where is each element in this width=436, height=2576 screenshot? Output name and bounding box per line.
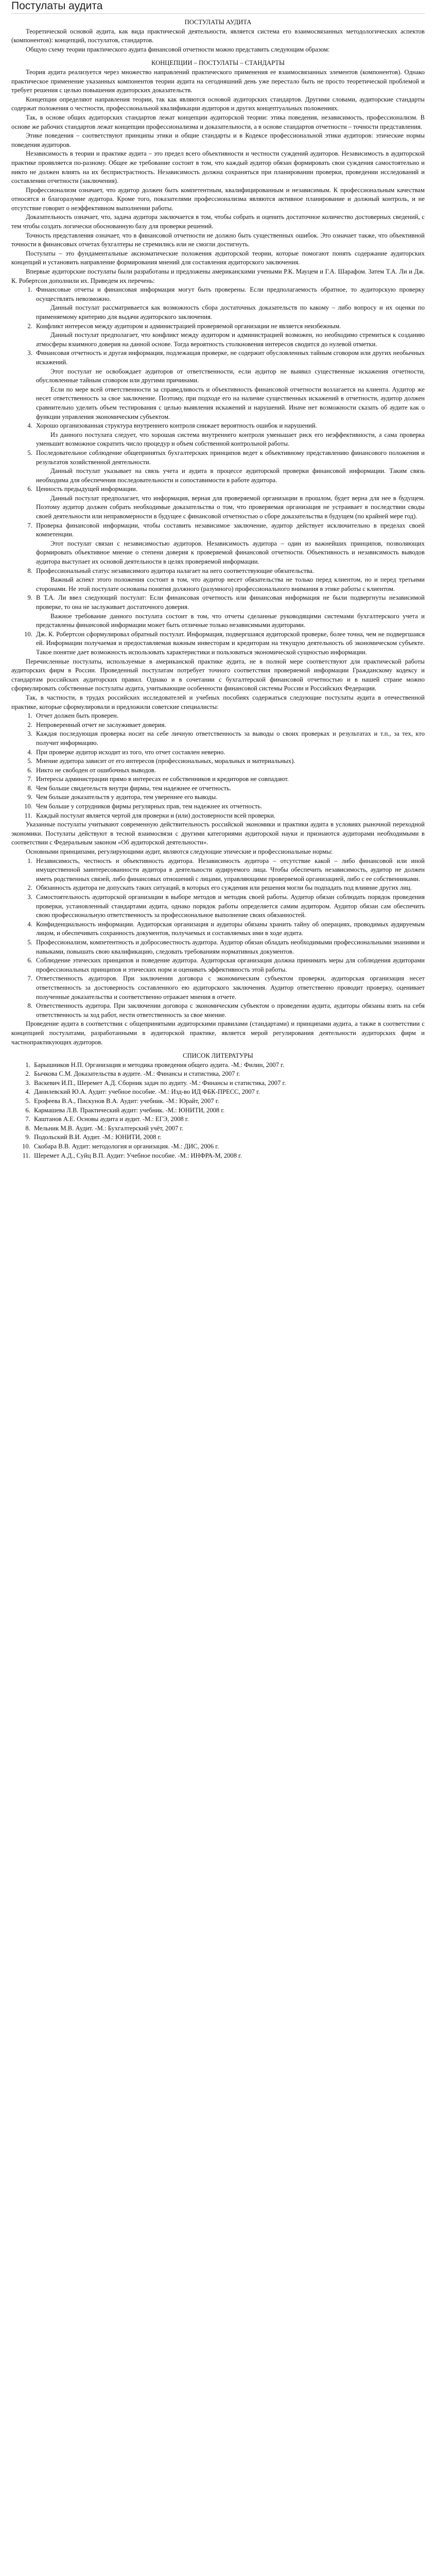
paragraph: Концепции определяют направления теории, так как являются основой аудиторских стандартов. Другими словами, аудиторские стандарты содержат положения о честности, профессиональной квалификации аудиторов и других концептуальных положениях.: [11, 95, 425, 112]
postulate-item: 7. Проверка финансовой информации, чтобы составить независимое заключение, аудитор действует исключительно в пределах своей компетенции. Этот постулат связан с независимостью аудиторов. Независимость аудитора – один из важнейших принципов, позволяющих формировать объективное мнение о степени доверия к проверяемой финансовой отчетности. Объективность и независимость выводов аудитора выступает их основой деятельности в целях проверяемой информации.: [34, 521, 425, 567]
list-item: 4. При проверке аудитор исходит из того, что отчет составлен невернo.: [34, 748, 425, 757]
paragraph: Независимость в теории и практике аудита – это предел всего объективности и честности суждений аудиторов. Независимость в аудиторской практике проявляется по-разному. Общее же требование состоит в том, что каждый аудитор обязан формировать свои суждения самостоятельно и никто не должен влиять на их беспристрастность. Независимость должна сохраняться при планировании проверки, проведении исследований и составлении отчетности (заключения).: [11, 150, 425, 185]
principle-item: 5. Профессионализм, компетентность и добросовестность аудитора. Аудитор обязан обладать необходимыми профессиональными знаниями и навыками, повышать свою квалификацию, следовать требованиям нормативных документов.: [34, 938, 425, 956]
references-heading: СПИСОК ЛИТЕРАТУРЫ: [183, 1052, 253, 1060]
doc-heading: ПОСТУЛАТЫ АУДИТА: [184, 19, 252, 26]
references-list: [11, 1061, 425, 1161]
list-item: 6. Никто не свободен от ошибочных выводов.: [34, 766, 425, 775]
paragraph: Постулаты – это фундаментальные аксиоматические положения аудиторской теории, которые помогают понять содержание аудиторских концепций и установить направление формирования мнений для составления аудиторского заключения.: [11, 249, 425, 266]
paragraph: Перечисленные постулаты, используемые в американской практике аудита, не в полной мере соответствуют для практической работы аудиторских фирм в России. Проведенный постулатам потребует точного соответствия проверяемой информации Гражданскому кодексу и стандартам российских аудиторских правил. Однако и в сочетании с бухгалтерской финансовой отчетностью и в нашей стране можно сформулировать собственные постулаты аудита, учитывающие особенности финансовой системы России и Российских Федерации.: [11, 657, 425, 692]
section-heading: КОНЦЕПЦИИ – ПОСТУЛАТЫ – СТАНДАРТЫ: [151, 59, 285, 67]
russian-postulates-list: [11, 711, 425, 820]
paragraph: Указанные постулаты учитывают современную действительность российской экономики и практики аудита в условиях рыночной переходной экономики. Постулаты действуют в тесной взаимосвязи с другими категориями аудиторской науки и признаются аудиторами необходимыми в соответствии с Федеральным законом «Об аудиторской деятельности».: [11, 821, 425, 846]
reference-item: 9. Подольский В.И. Аудит. -М.: ЮНИТИ, 2008 г.: [32, 1133, 425, 1142]
postulate-item: 2. Конфликт интересов между аудитором и администрацией проверяемой организации не является неизбежным. Данный постулат предполагает, что конфликт между аудитором и администрацией возможен, но необходимо стремиться к созданию атмосферы взаимного доверия на данной основе. Тогда вероятность столкновения интересов сводится до нулевой отметки.: [34, 322, 425, 349]
reference-item: 8. Мельник М.В. Аудит. -М.: Бухгалтерский учёт, 2007 г.: [32, 1124, 425, 1133]
page-title: Постулаты аудита: [11, 0, 103, 12]
postulate-item: 9. В Т.А. Ли ввел следующий постулат: Если финансовая отчетность или финансовая информация не были подвергнуты независимой проверке, то она не заслуживает достаточного доверия. Важное требование данного постулата состоит в том, что отчеты сделанные руководящими системами бухгалтерского учета и представлены финансовой информации может быть отличные только независимыми аудиторами.: [34, 594, 425, 630]
postulate-item: 1. Финансовые отчеты и финансовая информация могут быть проверены. Если предполагаемость обратное, то аудиторскую проверку осуществлять невозможно. Данный постулат рассматривается как возможность сбора достаточных доказательств по какому – либо вопросу и их оценки по применяемому критерию для выдачи аудиторского заключения.: [34, 285, 425, 321]
reference-item: 1. Барышников Н.П. Организация и методика проведения общего аудита. -М.: Филин, 2007 г.: [32, 1061, 425, 1070]
principles-list: [11, 857, 425, 1020]
paragraph: Так, в частности, в трудах российских исследователей и учебных пособиях содержаться следующие постулаты аудита в отечественной практике, которые сформулировали и предложили советские специалисты:: [11, 693, 425, 710]
reference-item: 11. Шеремет А.Д., Суйц В.П. Аудит: Учебное пособие. -М.: ИНФРА-М, 2008 г.: [32, 1151, 425, 1161]
reference-item: 3. Васкевич И.П., Шеремет А.Д. Сборник задач по аудиту. -М.: Финансы и статистика, 2007 г.: [32, 1079, 425, 1088]
paragraph: Основными принципами, регулирующими аудит, являются следующие этические и профессиональные нормы:: [26, 848, 333, 856]
paragraph: Теория аудита реализуется через множество направлений практического применения ее взаимосвязанных элементов (компонентов). Однако практическое применение указанных компонентов теории аудита на сегодняшний день уже перестало быть не просто теоретической проблемой и требует решения с целью повышения аудиторских доказательств.: [11, 68, 425, 94]
list-item: 8. Чем больше свидетельств внутри фирмы, тем надежнее ее отчетность.: [34, 784, 425, 793]
postulate-item: 8. Профессиональный статус независимого аудитора налагает на него соответствующие обязательства. Важный аспект этого положения состоит в том, что аудитор несет обязательства не только перед клиентом, но и перед третьими сторонами. Не этой постулате основаны понятия должного (разумного) профессионального внимания в этике работы с клиентом.: [34, 567, 425, 594]
paragraph: Так, в основе общих аудиторских стандартов лежат концепции аудиторской теории: этика поведения, независимость, профессионализм. В основе же рабочих стандартов лежат концепции профессионализма и доказательности, а в основе стандартов отчетности – точности представления.: [11, 113, 425, 130]
reference-item: 4. Данилевский Ю.А. Аудит: учебное пособие. -М.: Изд-во ИД ФБК-ПРЕСС, 2007 г.: [32, 1088, 425, 1097]
paragraph: Теоретической основой аудита, как вида практической деятельности, является система его взаимосвязанных методологических аспектов (компонентов): концепций, постулатов, стандартов.: [11, 27, 425, 44]
reference-item: 6. Кармашева Л.В. Практический аудит: учебник. -М.: ЮНИТИ, 2008 г.: [32, 1106, 425, 1115]
paragraph: Профессионализм означает, что аудитор должен быть компетентным, квалифицированным и независимым. К профессиональным качествам относятся и благоразумие аудитора. Кроме того, показателями профессионализма являются активное планирование и должный контроль, и не отсутствие говорит о неэффективном выполнении работы.: [11, 186, 425, 212]
list-item: 9. Чем больше доказательств у аудитора, тем увереннее его выводы.: [34, 793, 425, 802]
paragraph: Проведение аудита в соответствии с общепринятыми аудиторскими правилами (стандартами) и принципами аудита, а также в соответствии с концепцией постулатами, разработанными в аудиторской практике, является мерой регулирования деятельности аудиторских фирм и частнопрактикующих аудиторов.: [11, 1020, 425, 1046]
reference-item: 10. Скобара В.В. Аудит: методология и организация. -М.: ДИС, 2006 г.: [32, 1142, 425, 1151]
list-item: 5. Мнение аудитора зависит от его интересов (профессиональных, моральных и материальных).: [34, 757, 425, 766]
page: [0, 0, 436, 1191]
postulate-comment: Данный постулат предполагает, что информация, верная для проверяемой организации в прошлом, будет верна для нее в будущем. Поэтому аудитор должен собрать необходимые доказательства о том, что проверяемая организация не устраивает в последствии своды своей деятельности или неправомерности в будущее с финансовой отчетностью о сборе доказательства в будущем (по крайней мере год).: [36, 494, 425, 520]
principle-item: 7. Ответственность аудиторов. При заключении договора с экономическим субъектом проверки, аудиторская организация несет ответственность за достоверность составленного ею аудиторского заключения. Аудитор ответственно проводит проверку, оценивает полученные доказательства и соответственно отражает мнения в отчете.: [34, 974, 425, 1002]
postulate-comment: Этот постулат не освобождает аудиторов от ответственности, если аудитор не выявил существенные искажения отчетности, обусловленные тайным сговором или другими причинами.: [36, 367, 425, 384]
postulate-comment: Важный аспект этого положения состоит в том, что аудитор несет обязательства не только перед клиентом, но и перед третьими сторонами. Не этой постулате основаны понятия должного (разумного) профессионального внимания в этике работы с клиентом.: [36, 576, 425, 592]
principle-item: 6. Соблюдение этических принципов и поведение аудитора. Аудиторская организация должна принимать меры для соблюдения аудиторами профессиональных принципов и этических норм и оценивать эффективность этой работы.: [34, 956, 425, 974]
postulate-comment: Из данного постулата следует, что хорошая система внутреннего контроля уменьшает риск его неэффективности, а сама проверка уменьшит возможное сократить число процедур и объем собственной контрольной работы.: [36, 431, 425, 448]
reference-item: 2. Бычкова С.М. Доказательства в аудите. -М.: Финансы и статистика, 2007 г.: [32, 1070, 425, 1079]
principle-item: 3. Самостоятельность аудиторской организации в выборе методов и методик своей работы. Аудитор обязан соблюдать порядок проведения проверки, установленный стандартами аудита, однако порядок работы определяется самим аудитором. Аудитор обязан сам обеспечить свою профессиональную ответственность за профессиональное выполнение своих обязанностей.: [34, 893, 425, 920]
postulate-item: 5. Последовательное соблюдение общепринятых бухгалтерских принципов ведет к объективному представлению финансового положения и результатов хозяйственной деятельности. Данный постулат указывает на связь учета и аудита в процессе аудиторской проверки финансовой информации. Таким связь необходима для обеспечения последовательности и сопоставимости в работе аудитора.: [34, 449, 425, 485]
list-item: 3. Каждая последующая проверка носит на себе личную ответственность за выводы о своих проверках и результатах и т.п., за тех, кто получит информацию.: [34, 730, 425, 748]
principle-item: 8. Ответственность аудитора. При заключении договора с экономическим субъектом о проведении аудита, аудиторы обязаны взять на себя ответственность за ход работ, нести ответственность за свое мнение.: [34, 1002, 425, 1020]
reference-item: 7. Каштанов А.Е. Основы аудита и аудит. -М.: ЕГЭ, 2008 г.: [32, 1115, 425, 1124]
reference-item: 5. Ерофеева В.А., Пискунов В.А. Аудит: учебник. -М.: Юрайт, 2007 г.: [32, 1097, 425, 1106]
paragraph: Точность представления означает, что в финансовой отчетности не должно быть существенных ошибок. Это означает также, что объективной точности в финансовых отчетах бухгалтеры не стремились или не смогли достигнуть.: [11, 231, 425, 248]
postulate-comment: Если по мере всей ответственности за справедливость и объективность финансовой отчетности возлагается на клиента. Аудитор же несет ответственность за свое заключение. Поэтому, при подходе его на наличие существенных искажений в отчетности, аудитор должен сравнительно уделить объем тестирования с целью выявления искажений и нарушений. Иначе нет возможности сказать об аудите как о функции управления экономическим субъектом.: [36, 385, 425, 420]
list-item: 11. Каждый постулат является чертой для проверки и (или) достоверности всей проверки.: [34, 811, 425, 821]
postulate-comment: Этот постулат связан с независимостью аудиторов. Независимость аудитора – один из важнейших принципов, позволяющих формировать объективное мнение о степени доверия к проверяемой финансовой отчетности. Объективность и независимость выводов аудитора выступает их основой деятельности в целях проверяемой информации.: [36, 539, 425, 566]
paragraph: Этике поведения – соответствуют принципы этики и общие стандарты и в Кодексе профессиональной этики аудиторов: этические нормы поведения аудиторов.: [11, 132, 425, 148]
postulates-list: [11, 285, 425, 657]
principle-item: 2. Обязанность аудитора не допускать таких ситуаций, в которых его суждения или решения могли бы подпадать под влияние других лиц.: [34, 884, 425, 893]
paragraph: Общую схему теории практического аудита финансовой отчетности можно представить следующим образом:: [26, 45, 330, 53]
postulate-item: 10. Дж. К. Робертсон сформулировал обратный постулат. Информация, подвергшаяся аудиторской проверке, более точна, чем не подвергшаяся ей. Информации получаемая и предоставляемая важным инвесторам и кредиторам на текущую деятельность об экономическом субъекте. Такое понятие дает возможность использовать характеристики и пользоваться экономической сущностью информации.: [34, 630, 425, 657]
postulate-comment: Данный постулат указывает на связь учета и аудита в процессе аудиторской проверки финансовой информации. Таким связь необходима для обеспечения последовательности и сопоставимости в работе аудитора.: [36, 467, 425, 484]
postulate-item: 4. Хорошо организованная структура внутреннего контроля снижает вероятность ошибок и нарушений. Из данного постулата следует, что хорошая система внутреннего контроля уменьшает риск его неэффективности, а сама проверка уменьшит возможное сократить число процедур и объем собственной контрольной работы.: [34, 421, 425, 449]
paragraph: Впервые аудиторские постулаты были разработаны и предложены американскими учеными Р.К. Мауцем и Г.А. Шарафом. Затем Т.А. Ли и Дж. К. Робертсон дополнили их. Приведем их перечень:: [11, 268, 425, 284]
postulate-item: 3. Финансовая отчетность и другая информация, подлежащая проверке, не содержит обусловленных тайным сговором или других необычных искажений. Этот постулат не освобождает аудиторов от ответственности, если аудитор не выявил существенные искажения отчетности, обусловленные тайным сговором или другими причинами. Если по мере всей ответственности за справедливость и объективность финансовой отчетности возлагается на клиента. Аудитор же несет ответственность за свое заключение. Поэтому, при подходе его на наличие существенных искажений в отчетности, аудитор должен сравнительно уделить объем тестирования с целью выявления искажений и нарушений. Иначе нет возможности сказать об аудите как о функции управления экономическим субъектом.: [34, 349, 425, 421]
document-body: [11, 18, 425, 1160]
principle-item: 1. Независимость, честность и объективность аудитора. Независимость аудитора – отсутствие какой – либо финансовой или иной имущественной заинтересованности аудитора в деятельности аудируемого лица. Чтобы обеспечить независимость, аудитор не должен иметь родственных связей, либо финансовых отношений с лицами, управляющими проверяемой организацией, либо с ее собственниками.: [34, 857, 425, 884]
list-item: 2. Непроверенный отчет не заслуживает доверия.: [34, 721, 425, 730]
postulate-comment: Данный постулат рассматривается как возможность сбора достаточных доказательств по какому – либо вопросу и их оценки по применяемому критерию для выдачи аудиторского заключения.: [36, 304, 425, 320]
postulate-comment: Данный постулат предполагает, что конфликт между аудитором и администрацией возможен, но необходимо стремиться к созданию атмосферы взаимного доверия на данной основе. Тогда вероятность столкновения интересов сводится до нулевой отметки.: [36, 331, 425, 348]
principle-item: 4. Конфиденциальность информации. Аудиторская организация и аудиторы обязаны хранить тайну об операциях, проводимых аудируемым лицом, и обеспечивать сохранность документов, получаемых и составляемых ими в ходе аудита.: [34, 920, 425, 938]
paragraph: Доказательность означает, что, задача аудитора заключается в том, чтобы собрать и оценить достаточное количество достоверных сведений, с тем чтобы создать логически обоснованную базу для проверки решений.: [11, 213, 425, 230]
title-divider: [11, 13, 425, 14]
concepts-section: [11, 68, 425, 285]
list-item: 1. Отчет должен быть проверен.: [34, 711, 425, 721]
list-item: 10. Чем больше у сотрудников фирмы регулярных прав, тем надежнее их отчетность.: [34, 802, 425, 811]
postulate-item: 6. Ценность предыдущей информации. Данный постулат предполагает, что информация, верная для проверяемой организации в прошлом, будет верна для нее в будущем. Поэтому аудитор должен собрать необходимые доказательства о том, что проверяемая организация не устраивает в последствии своды своей деятельности или неправомерности в будущее с финансовой отчетностью о сборе доказательства в будущем (по крайней мере год).: [34, 485, 425, 521]
postulate-comment: Важное требование данного постулата состоит в том, что отчеты сделанные руководящими системами бухгалтерского учета и представлены финансовой информации может быть отличные только независимыми аудиторами.: [36, 612, 425, 629]
list-item: 7. Интересы администрации прямо в интересах ее собственников и кредиторов не совпадают.: [34, 775, 425, 784]
